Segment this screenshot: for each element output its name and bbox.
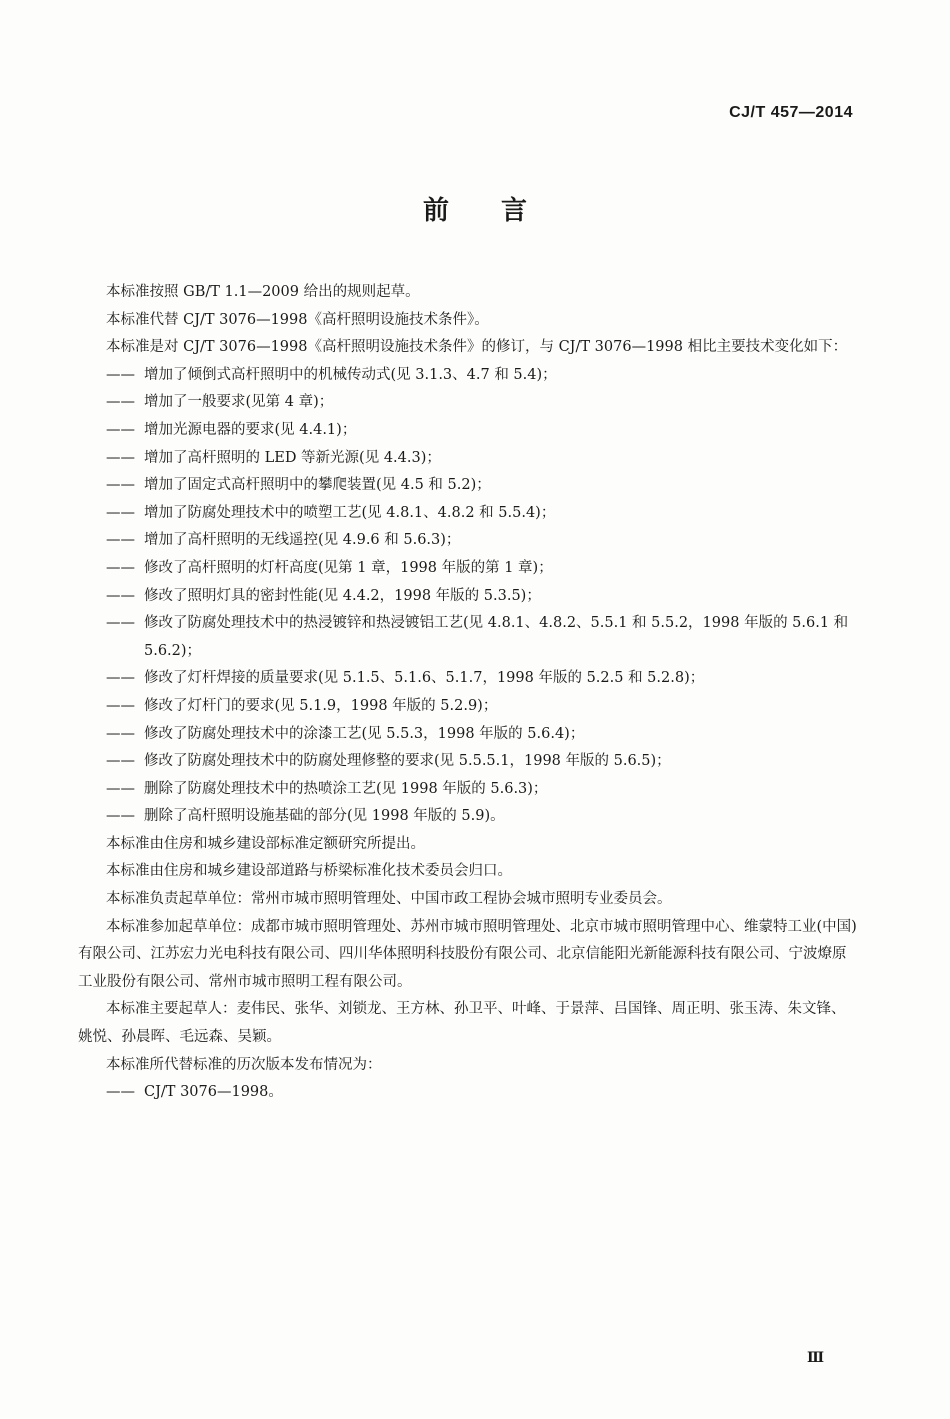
list-item-text: 修改了照明灯具的密封性能(见 4.4.2，1998 年版的 5.3.5)；	[144, 587, 541, 604]
centralized-by-paragraph	[78, 858, 858, 886]
list-item	[78, 693, 858, 721]
list-item	[78, 665, 858, 693]
list-item-text: 增加了防腐处理技术中的喷塑工艺(见 4.8.1、4.8.2 和 5.5.4)；	[144, 504, 556, 521]
participating-units-paragraph	[78, 914, 858, 997]
intro-paragraph-1	[78, 279, 858, 307]
dash-marker: ——	[106, 670, 135, 687]
list-item	[78, 500, 858, 528]
standard-code: CJ/T 457—2014	[729, 104, 853, 121]
dash-marker: ——	[106, 504, 135, 521]
list-item	[78, 776, 858, 804]
list-item-text: 修改了灯杆焊接的质量要求(见 5.1.5、5.1.6、5.1.7，1998 年版的 5.2.5 和 5.2.8)；	[144, 670, 705, 687]
drafters-paragraph	[78, 996, 858, 1051]
dash-marker: ——	[106, 587, 135, 604]
dash-marker: ——	[106, 1084, 135, 1101]
list-item	[78, 583, 858, 611]
history-lead-text: 本标准所代替标准的历次版本发布情况为：	[106, 1056, 382, 1073]
list-item	[78, 362, 858, 390]
drafters-text: 本标准主要起草人：麦伟民、张华、刘锁龙、王方林、孙卫平、叶峰、于景萍、吕国锋、周正明、张玉涛、朱文锋、姚悦、孙晨晖、毛远森、吴颖。	[78, 1001, 846, 1046]
centralized-by-text: 本标准由住房和城乡建设部道路与桥梁标准化技术委员会归口。	[106, 863, 512, 880]
list-item-text: 增加了高杆照明的 LED 等新光源(见 4.4.3)；	[144, 449, 441, 466]
page-number: Ⅲ	[806, 1350, 824, 1366]
changes-list	[78, 362, 858, 831]
dash-marker: ——	[106, 366, 135, 383]
history-item	[78, 1079, 858, 1107]
intro-text-2: 本标准代替 CJ/T 3076—1998《高杆照明设施技术条件》。	[106, 311, 489, 328]
proposed-by-paragraph	[78, 831, 858, 859]
list-item-text: 修改了高杆照明的灯杆高度(见第 1 章，1998 年版的第 1 章)；	[144, 559, 553, 576]
list-item-text: 增加了高杆照明的无线遥控(见 4.9.6 和 5.6.3)；	[144, 532, 461, 549]
dash-marker: ——	[106, 753, 135, 770]
history-item-text: CJ/T 3076—1998。	[144, 1084, 283, 1101]
list-item	[78, 417, 858, 445]
participating-units-text: 本标准参加起草单位：成都市城市照明管理处、苏州市城市照明管理处、北京市城市照明管理中心、维蒙特工业(中国)有限公司、江苏宏力光电科技有限公司、四川华体照明科技股份有限公司、北京信能阳光新能源科技有限公司、宁波燎原工业股份有限公司、常州市城市照明工程有限公司。	[78, 918, 857, 990]
list-item-text: 修改了灯杆门的要求(见 5.1.9，1998 年版的 5.2.9)；	[144, 697, 498, 714]
intro-paragraph-2	[78, 307, 858, 335]
list-item	[78, 527, 858, 555]
list-item-text: 增加光源电器的要求(见 4.4.1)；	[144, 421, 357, 438]
list-item	[78, 721, 858, 749]
intro-text-1: 本标准按照 GB/T 1.1—2009 给出的规则起草。	[106, 284, 420, 300]
revision-lead-text: 本标准是对 CJ/T 3076—1998《高杆照明设施技术条件》的修订，与 CJ/T 3076—1998 相比主要技术变化如下：	[106, 339, 848, 356]
revision-lead-paragraph	[78, 334, 858, 362]
dash-marker: ——	[106, 697, 135, 714]
proposed-by-text: 本标准由住房和城乡建设部标准定额研究所提出。	[106, 835, 425, 852]
list-item	[78, 555, 858, 583]
dash-marker: ——	[106, 615, 135, 632]
lead-drafting-units-paragraph	[78, 886, 858, 914]
list-item-text: 删除了高杆照明设施基础的部分(见 1998 年版的 5.9)。	[144, 808, 505, 825]
history-lead-paragraph	[78, 1052, 858, 1080]
dash-marker: ——	[106, 449, 135, 466]
dash-marker: ——	[106, 808, 135, 825]
foreword-body	[78, 279, 858, 1107]
list-item	[78, 445, 858, 473]
list-item-text: 修改了防腐处理技术中的涂漆工艺(见 5.5.3，1998 年版的 5.6.4)；	[144, 725, 585, 742]
dash-marker: ——	[106, 477, 135, 494]
list-item	[78, 472, 858, 500]
dash-marker: ——	[106, 725, 135, 742]
dash-marker: ——	[106, 394, 135, 411]
dash-marker: ——	[106, 421, 135, 438]
list-item	[78, 748, 858, 776]
dash-marker: ——	[106, 559, 135, 576]
list-item	[78, 610, 858, 665]
list-item-text: 增加了固定式高杆照明中的攀爬装置(见 4.5 和 5.2)；	[144, 477, 491, 494]
list-item	[78, 389, 858, 417]
list-item-text: 删除了防腐处理技术中的热喷涂工艺(见 1998 年版的 5.6.3)；	[144, 780, 548, 797]
dash-marker: ——	[106, 532, 135, 549]
list-item-text: 增加了倾倒式高杆照明中的机械传动式(见 3.1.3、4.7 和 5.4)；	[144, 366, 557, 383]
list-item-text: 增加了一般要求(见第 4 章)；	[144, 394, 334, 411]
dash-marker: ——	[106, 780, 135, 797]
list-item-text: 修改了防腐处理技术中的热浸镀锌和热浸镀铝工艺(见 4.8.1、4.8.2、5.5.1 和 5.5.2，1998 年版的 5.6.1 和 5.6.2)；	[144, 615, 849, 659]
page-title: 前言	[422, 196, 579, 226]
list-item-text: 修改了防腐处理技术中的防腐处理修整的要求(见 5.5.5.1，1998 年版的 5.6.5)；	[144, 753, 671, 770]
list-item	[78, 803, 858, 831]
lead-drafting-units-text: 本标准负责起草单位：常州市城市照明管理处、中国市政工程协会城市照明专业委员会。	[106, 891, 672, 908]
